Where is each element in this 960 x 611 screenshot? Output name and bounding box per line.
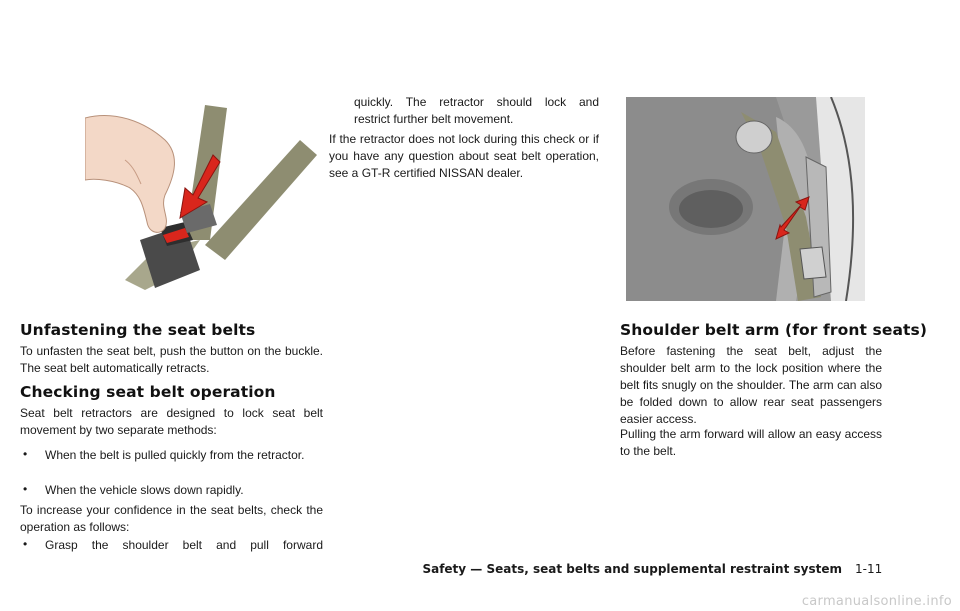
bullet-marker: •: [23, 482, 28, 496]
heading-shoulder-belt-arm: Shoulder belt arm (for front seats): [620, 321, 928, 339]
paragraph-adjust-arm: Before fastening the seat belt, adjust the shoulder belt arm to the lock position where the belt fits snugly on the shoulder. The arm can also be folded down to allow rear seat passengers easier access.: [620, 344, 882, 426]
footer-section-title: Safety — Seats, seat belts and supplemental restraint system: [422, 562, 842, 576]
continued-line-2: restrict further belt movement.: [354, 112, 514, 126]
paragraph-pull-arm: Pulling the arm forward will allow an easy access to the belt.: [620, 427, 882, 458]
heading-unfastening: Unfastening the seat belts: [20, 321, 256, 339]
heading-checking: Checking seat belt operation: [20, 383, 276, 401]
shoulder-belt-arm-illustration: [626, 97, 865, 301]
bullet-marker: •: [23, 537, 28, 551]
paragraph-confidence: To increase your confidence in the seat belts, check the operation as follows:: [20, 503, 323, 534]
bullet-item-slows: When the vehicle slows down rapidly.: [45, 483, 244, 497]
page-number: 1-11: [855, 562, 883, 576]
bullet-marker: •: [23, 447, 28, 461]
watermark: carmanualsonline.info: [801, 594, 952, 609]
continued-line-1: quickly. The retractor should lock and: [354, 95, 599, 109]
buckle-release-illustration: [85, 100, 325, 290]
bullet-item-pulled: When the belt is pulled quickly from the retractor.: [45, 448, 305, 462]
paragraph-dealer: If the retractor does not lock during this check or if you have any question about seat belt operation, see a GT-R certified NISSAN dealer.: [329, 132, 599, 180]
bullet-item-grasp: Grasp the shoulder belt and pull forward: [45, 538, 323, 552]
paragraph-unfastening: To unfasten the seat belt, push the button on the buckle. The seat belt automatically retracts.: [20, 344, 323, 375]
paragraph-checking: Seat belt retractors are designed to lock seat belt movement by two separate methods:: [20, 406, 323, 437]
